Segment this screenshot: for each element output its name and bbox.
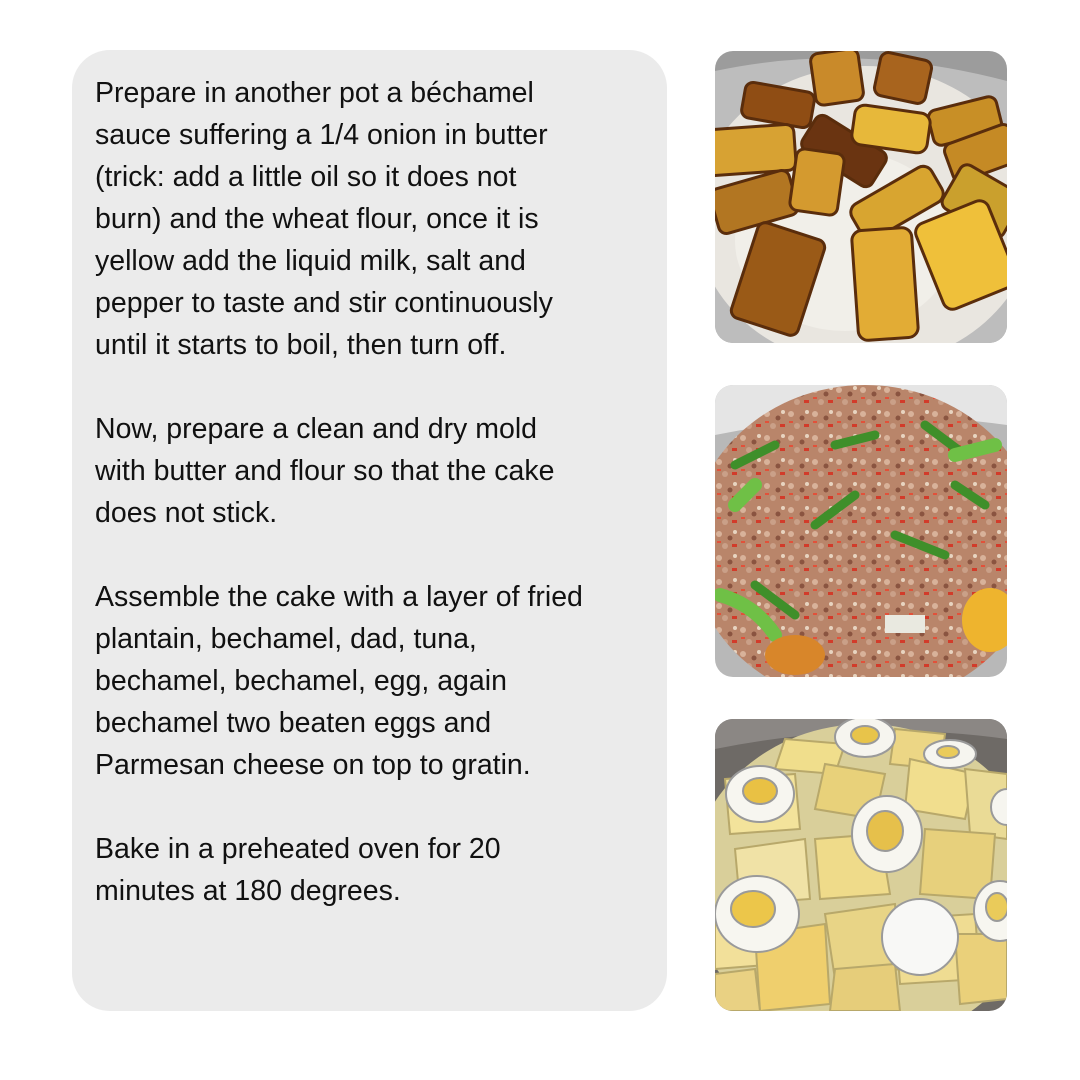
instruction-paragraph-mold: Now, prepare a clean and dry mold with butter and flour so that the cake does not stick. [95,413,555,529]
potato-egg-image [715,719,1007,1011]
potato-egg-photo [715,719,1007,1011]
tuna-layer-image [715,385,1007,677]
fried-plantain-image [715,51,1007,343]
fried-plantain-photo [715,51,1007,343]
tuna-layer-photo [715,385,1007,677]
instruction-paragraph-assemble: Assemble the cake with a layer of fried plantain, bechamel, dad, tuna, bechamel, bechamel, egg, again bechamel two beaten eggs and Parmesan cheese on top to gratin. [95,581,583,781]
recipe-text-card [72,50,667,1011]
instruction-paragraph-bake: Bake in a preheated oven for 20 minutes at 180 degrees. [95,833,501,907]
instruction-paragraph-bechamel: Prepare in another pot a béchamel sauce suffering a 1/4 onion in butter (trick: add a little oil so it does not burn) and the wheat flour, once it is yellow add the liquid milk, salt and pepper to taste and stir continuously until it starts to boil, then turn off. [95,77,553,361]
